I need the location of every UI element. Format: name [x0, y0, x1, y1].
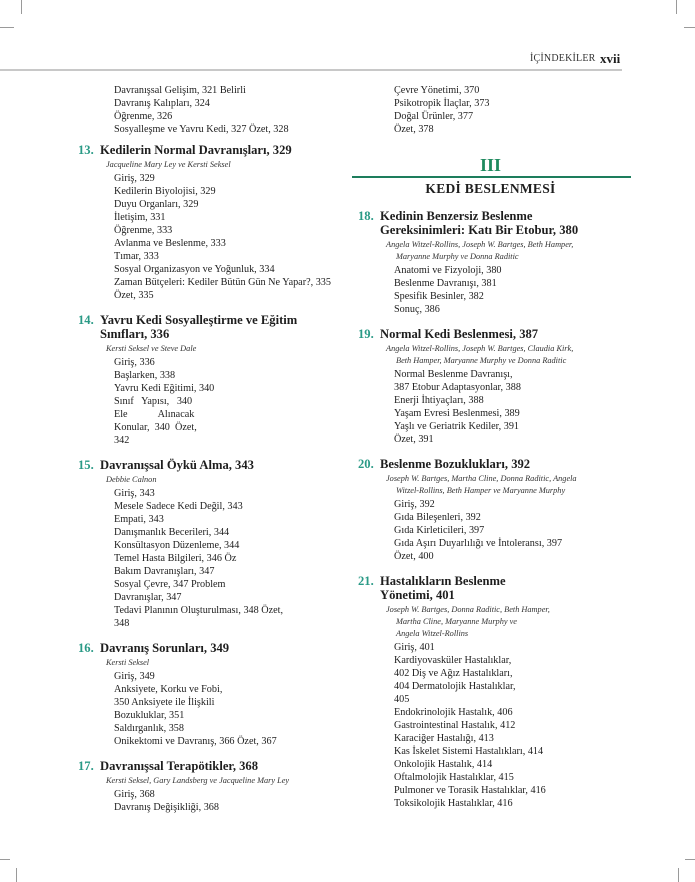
toc-entry[interactable]: Sonuç, 386 — [394, 304, 440, 315]
chapter-number: 17. — [78, 759, 94, 773]
toc-entry[interactable]: Öğrenme, 326 — [114, 111, 173, 122]
toc-entry[interactable]: Giriş, 343 — [114, 488, 155, 499]
toc-entry[interactable]: Giriş, 392 — [394, 499, 435, 510]
toc-entry[interactable]: Sosyal Çevre, 347 Problem — [114, 579, 226, 590]
toc-entry[interactable]: Onkolojik Hastalık, 414 — [394, 759, 493, 770]
chapter-17 — [78, 759, 350, 814]
chapter-14 — [78, 313, 350, 447]
continued-section — [78, 84, 350, 136]
chapter-title: Kedinin Benzersiz Beslenme Gereksinimleri: Katı Bir Etobur, 380 — [380, 209, 579, 237]
toc-entry[interactable]: Saldırganlık, 358 — [114, 723, 184, 734]
crop-mark — [0, 27, 14, 28]
toc-entry[interactable]: Konsültasyon Düzenleme, 344 — [114, 540, 240, 551]
toc-entry[interactable]: 342 — [114, 435, 130, 446]
toc-entry[interactable]: Tedavi Planının Oluşturulması, 348 Özet, — [114, 605, 284, 616]
toc-entry[interactable]: Mesele Sadece Kedi Değil, 343 — [114, 501, 243, 512]
toc-entry[interactable]: Giriş, 329 — [114, 173, 155, 184]
toc-entry[interactable]: 405 — [394, 694, 410, 705]
toc-entry[interactable]: İletişim, 331 — [114, 212, 166, 223]
chapter-heading[interactable] — [78, 313, 350, 341]
crop-mark — [16, 868, 17, 882]
crop-mark — [0, 859, 10, 860]
chapter-title: Davranış Sorunları, 349 — [100, 641, 230, 655]
crop-mark — [685, 859, 695, 860]
chapter-heading[interactable] — [358, 574, 623, 602]
toc-entry[interactable]: Zaman Bütçeleri: Kediler Bütün Gün Ne Yapar?, 335 — [114, 277, 331, 288]
toc-entry[interactable]: Özet, 400 — [394, 551, 434, 562]
toc-entry[interactable]: Öğrenme, 333 — [114, 225, 173, 236]
chapter-title: Normal Kedi Beslenmesi, 387 — [380, 327, 539, 341]
toc-entry[interactable]: Kardiyovasküler Hastalıklar, — [394, 655, 512, 666]
chapter-authors: Joseph W. Bartges, Martha Cline, Donna Raditic, Angela Witzel-Rollins, Beth Hamper ve Maryanne Murphy — [386, 474, 577, 495]
chapter-heading[interactable] — [358, 209, 623, 237]
crop-mark — [676, 0, 677, 14]
header-rule — [0, 69, 622, 71]
toc-entry[interactable]: Gıda Kirleticileri, 397 — [394, 525, 485, 536]
toc-entry[interactable]: 350 Anksiyete ile İlişkili — [114, 697, 215, 708]
chapter-authors: Jacqueline Mary Ley ve Kersti Seksel — [106, 160, 231, 169]
part-title[interactable]: KEDİ BESLENMESİ — [425, 181, 556, 196]
toc-entry[interactable]: Anksiyete, Korku ve Fobi, — [114, 684, 223, 695]
toc-entry[interactable]: Normal Beslenme Davranışı, — [394, 369, 513, 380]
toc-entry[interactable]: Duyu Organları, 329 — [114, 199, 199, 210]
toc-entry[interactable]: Toksikolojik Hastalıklar, 416 — [394, 798, 513, 809]
toc-entry[interactable]: Pulmoner ve Torasik Hastalıklar, 416 — [394, 785, 546, 796]
toc-entry[interactable]: Onikektomi ve Davranış, 366 Özet, 367 — [114, 736, 277, 747]
toc-entry[interactable]: Yaşlı ve Geriatrik Kediler, 391 — [394, 421, 520, 432]
toc-entry[interactable]: Giriş, 336 — [114, 357, 155, 368]
chapter-13 — [78, 143, 350, 302]
toc-entry[interactable]: Gıda Bileşenleri, 392 — [394, 512, 481, 523]
toc-entry[interactable]: Konular, 340 Özet, — [114, 422, 197, 433]
continued-section — [358, 84, 623, 136]
toc-entry[interactable]: Sosyalleşme ve Yavru Kedi, 327 Özet, 328 — [114, 124, 289, 135]
chapter-title: Yavru Kedi Sosyalleştirme ve Eğitim Sınıfları, 336 — [100, 313, 298, 341]
toc-entry[interactable]: Spesifik Besinler, 382 — [394, 291, 484, 302]
toc-entry[interactable]: Ele Alınacak — [114, 409, 195, 420]
toc-entry[interactable]: Çevre Yönetimi, 370 — [394, 85, 480, 96]
running-header — [500, 51, 622, 69]
toc-entry[interactable]: Sınıf Yapısı, 340 — [114, 396, 193, 407]
toc-entry[interactable]: Başlarken, 338 — [114, 370, 176, 381]
chapter-heading[interactable] — [358, 457, 623, 471]
toc-entry[interactable]: Davranış Kalıpları, 324 — [114, 98, 210, 109]
toc-entry[interactable]: Tımar, 333 — [114, 251, 159, 262]
crop-mark — [21, 0, 22, 14]
chapter-number: 13. — [78, 143, 94, 157]
toc-entry[interactable]: Yaşam Evresi Beslenmesi, 389 — [394, 408, 520, 419]
chapter-number: 14. — [78, 313, 94, 327]
chapter-heading[interactable] — [78, 641, 350, 655]
toc-entry[interactable]: 404 Dermatolojik Hastalıklar, — [394, 681, 516, 692]
chapter-heading[interactable] — [78, 458, 350, 472]
toc-entry[interactable]: Giriş, 368 — [114, 789, 155, 800]
chapter-number: 15. — [78, 458, 94, 472]
toc-entry[interactable]: Karaciğer Hastalığı, 413 — [394, 733, 494, 744]
toc-entry[interactable]: Gıda Aşırı Duyarlılığı ve İntoleransı, 397 — [394, 538, 563, 549]
chapter-authors: Angela Witzel-Rollins, Joseph W. Bartges, Claudia Kirk, Beth Hamper, Maryanne Murphy ve Donna Raditic — [386, 344, 574, 365]
chapter-title: Davranışsal Öykü Alma, 343 — [100, 458, 254, 472]
chapter-heading[interactable] — [358, 327, 623, 341]
toc-entry[interactable]: Bozukluklar, 351 — [114, 710, 185, 721]
crop-mark — [684, 27, 695, 28]
toc-entry[interactable]: Oftalmolojik Hastalıklar, 415 — [394, 772, 514, 783]
part-heading — [358, 156, 623, 197]
toc-entry[interactable]: Davranışlar, 347 — [114, 592, 182, 603]
left-column — [78, 84, 350, 814]
toc-entry[interactable]: Sosyal Organizasyon ve Yoğunluk, 334 — [114, 264, 275, 275]
toc-entry[interactable]: Kedilerin Biyolojisi, 329 — [114, 186, 216, 197]
chapter-number: 19. — [358, 327, 374, 341]
chapter-authors: Debbie Calnon — [106, 475, 157, 484]
chapter-21 — [358, 574, 623, 810]
chapter-number: 20. — [358, 457, 374, 471]
toc-entry[interactable]: Yavru Kedi Eğitimi, 340 — [114, 383, 215, 394]
chapter-authors: Joseph W. Bartges, Donna Raditic, Beth Hamper, Martha Cline, Maryanne Murphy ve Angela Witzel-Rollins — [386, 605, 550, 638]
toc-entry[interactable]: Anatomi ve Fizyoloji, 380 — [394, 265, 502, 276]
toc-entry[interactable]: Psikotropik İlaçlar, 373 — [394, 98, 490, 109]
chapter-authors: Angela Witzel-Rollins, Joseph W. Bartges, Beth Hamper, Maryanne Murphy ve Donna Raditic — [386, 240, 574, 261]
page-number: xvii — [600, 51, 621, 66]
chapter-20 — [358, 457, 623, 563]
toc-entry[interactable]: Endokrinolojik Hastalık, 406 — [394, 707, 513, 718]
chapter-18 — [358, 209, 623, 316]
chapter-title: Davranışsal Terapötikler, 368 — [100, 759, 259, 773]
toc-entry[interactable]: Enerji İhtiyaçları, 388 — [394, 395, 484, 406]
header-title: İÇİNDEKİLER — [530, 53, 596, 64]
toc-entry[interactable]: Bakım Davranışları, 347 — [114, 566, 215, 577]
toc-entry[interactable]: Davranışsal Gelişim, 321 Belirli — [114, 85, 246, 96]
toc-entry[interactable]: Özet, 378 — [394, 124, 434, 135]
chapter-15 — [78, 458, 350, 630]
chapter-16 — [78, 641, 350, 748]
chapter-number: 18. — [358, 209, 374, 223]
toc-entry[interactable]: Temel Hasta Bilgileri, 346 Öz — [114, 553, 237, 564]
toc-entry[interactable]: Doğal Ürünler, 377 — [394, 111, 474, 122]
chapter-title: Beslenme Bozuklukları, 392 — [380, 457, 531, 471]
toc-entry[interactable]: Davranış Değişikliği, 368 — [114, 802, 219, 813]
toc-entry[interactable]: Giriş, 349 — [114, 671, 155, 682]
chapter-title: Kedilerin Normal Davranışları, 329 — [100, 143, 292, 157]
chapter-number: 16. — [78, 641, 94, 655]
toc-entry[interactable]: 348 — [114, 618, 130, 629]
toc-entry[interactable]: Avlanma ve Beslenme, 333 — [114, 238, 226, 249]
chapter-heading[interactable] — [78, 759, 350, 773]
chapter-authors: Kersti Seksel — [106, 658, 150, 667]
right-column — [358, 84, 623, 810]
toc-entry[interactable]: Özet, 391 — [394, 434, 434, 445]
part-rule — [352, 176, 631, 178]
toc-entry[interactable]: 402 Diş ve Ağız Hastalıkları, — [394, 668, 513, 679]
toc-entry[interactable]: Beslenme Davranışı, 381 — [394, 278, 497, 289]
chapter-heading[interactable] — [78, 143, 350, 157]
toc-entry[interactable]: 387 Etobur Adaptasyonlar, 388 — [394, 382, 521, 393]
toc-entry[interactable]: Kas İskelet Sistemi Hastalıkları, 414 — [394, 746, 544, 757]
chapter-authors: Kersti Seksel, Gary Landsberg ve Jacqueline Mary Ley — [106, 776, 290, 785]
chapter-title: Hastalıkların Beslenme Yönetimi, 401 — [380, 574, 506, 602]
toc-entry[interactable]: Özet, 335 — [114, 290, 154, 301]
toc-entry[interactable]: Gastrointestinal Hastalık, 412 — [394, 720, 516, 731]
toc-entry[interactable]: Empati, 343 — [114, 514, 164, 525]
toc-entry[interactable]: Giriş, 401 — [394, 642, 435, 653]
crop-mark — [678, 868, 679, 882]
toc-entry[interactable]: Danışmanlık Becerileri, 344 — [114, 527, 230, 538]
chapter-authors: Kersti Seksel ve Steve Dale — [106, 344, 197, 353]
chapter-number: 21. — [358, 574, 374, 588]
part-number: III — [479, 155, 501, 175]
chapter-19 — [358, 327, 623, 446]
